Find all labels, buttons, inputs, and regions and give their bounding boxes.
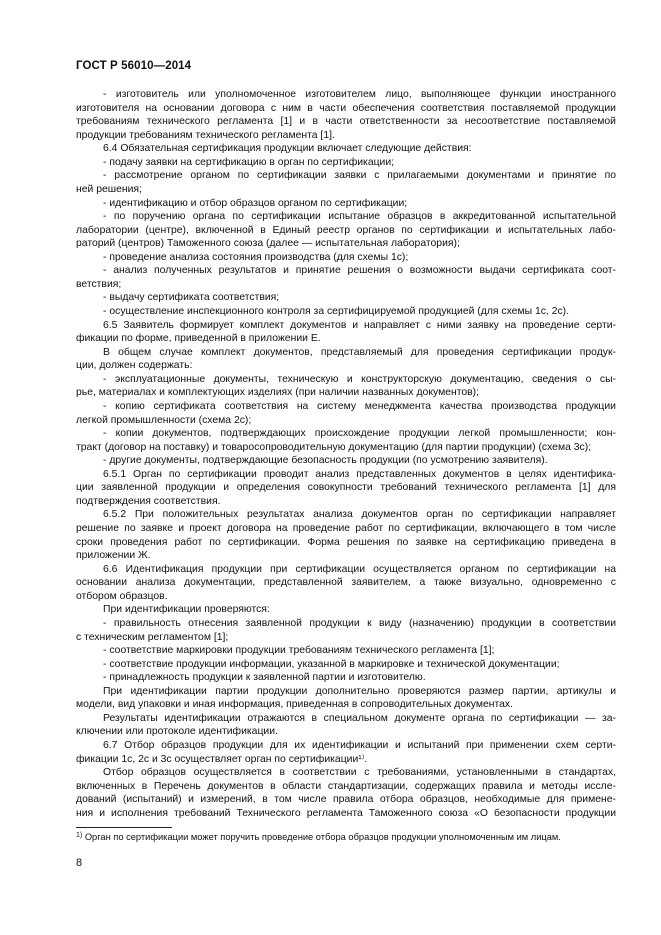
text-line: - выдачу сертификата соответствия; xyxy=(103,292,280,304)
text-line: ния и исполнения требований Технического регламента Таможенного союза «О безопасности продукции xyxy=(76,807,616,819)
text-line: тракт (договор на поставку) и товаросопроводительную документацию (для партии продукции) (схема 3с); xyxy=(76,441,592,453)
text-line: - соответствие продукции информации, указанной в маркировке и технической документации; xyxy=(103,658,560,670)
footnote-text: Орган по сертификации может поручить проведение отбора образцов продукции уполномоченным им лицам. xyxy=(84,832,561,842)
text-line: продукции требованиям технического регламента [1]. xyxy=(76,129,335,141)
text-line: - осуществление инспекционного контроля за сертифицируемой продукцией (для схемы 1с, 2с). xyxy=(103,306,570,317)
text-line: 6.6 Идентификация продукции при сертификации осуществляется органом по сертификации на xyxy=(103,563,616,575)
text-line: раторий (центров) Таможенного союза (далее — испытательная лаборатория); xyxy=(76,238,460,250)
text-line: рье, материалах и комплектующих изделиях (при наличии названных документов); xyxy=(76,387,480,399)
text-line: легкой промышленности (схема 2с); xyxy=(76,414,252,426)
text-line: При идентификации партии продукции дополнительно проверяются размер партии, артикулы и xyxy=(103,685,616,697)
text-line: с техническим регламентом [1]; xyxy=(76,631,229,643)
text-line: При идентификации проверяются: xyxy=(103,604,270,616)
document-body xyxy=(76,88,616,820)
text-line: - принадлежность продукции к заявленной партии и изготовителю. xyxy=(103,672,426,684)
text-line: 6.5 Заявитель формирует комплект документов и направляет с ними заявку на проведение серти- xyxy=(103,319,616,331)
text-line: ней решения; xyxy=(76,183,142,195)
text-line: основании анализа документации, представленной заявителем, а также визуально, одновременно с xyxy=(76,577,616,589)
text-line: отбором образцов. xyxy=(76,590,168,602)
text-line: - эксплуатационные документы, техническую и конструкторскую документацию, сведения о сы- xyxy=(103,373,616,385)
text-line: лаборатории (центре), включенной в Единый реестр органов по сертификации и испытательных лабо- xyxy=(76,224,616,236)
text-line: - анализ полученных результатов и принятие решения о возможности выдачи сертификата соот- xyxy=(103,265,616,277)
text-line: модели, вид упаковки и иная информация, приведенная в сопроводительных документах. xyxy=(76,699,514,711)
text-line: 6.5.1 Орган по сертификации проводит анализ представленных документов в целях идентифика- xyxy=(103,468,616,480)
footnote-divider xyxy=(76,827,172,828)
text-line: В общем случае комплект документов, представляемый для проведения сертификации продук- xyxy=(103,346,616,358)
text-line: ключении или протоколе идентификации. xyxy=(76,726,278,738)
text-line: Результаты идентификации отражаются в специальном документе органа по сертификации — за- xyxy=(103,712,616,724)
text-line: - соответствие маркировки продукции требованиям технического регламента [1]; xyxy=(103,645,495,657)
page-number: 8 xyxy=(76,857,83,869)
text-line: - идентификацию и отбор образцов органом по сертификации; xyxy=(103,197,408,209)
text-line: приложении Ж. xyxy=(76,550,151,562)
text-line: сроки проведения работ по сертификации. Форма решения по заявке на сертификацию приведена в xyxy=(76,536,616,548)
text-line: - рассмотрение органом по сертификации заявки с прилагаемыми документами и принятие по xyxy=(103,170,616,182)
text-line: фикации по форме, приведенной в приложении Е. xyxy=(76,333,321,345)
footnote xyxy=(76,831,616,843)
text-line: Отбор образцов осуществляется в соответствии с требованиями, установленными в стандартах, xyxy=(103,767,616,779)
text-line: - по поручению органа по сертификации испытание образцов в аккредитованной испытательной xyxy=(103,211,616,223)
text-line: 6.5.2 При положительных результатах анализа документов орган по сертификации направляет xyxy=(103,509,616,521)
text-line: включенных в Перечень документов в области стандартизации, содержащих правила и методы иссле- xyxy=(76,780,616,792)
text-line: дований (испытаний) и измерений, в том числе правила отбора образцов, необходимые для примене- xyxy=(76,794,616,806)
text-line: подтверждения соответствия. xyxy=(76,495,221,507)
text-line: 6.4 Обязательная сертификация продукции включает следующие действия: xyxy=(103,143,472,155)
text-line: ции заявленной продукции и определения совокупности требований технического регламента [1] для xyxy=(76,482,616,494)
text-line: ветствия; xyxy=(76,278,122,290)
text-line: 6.7 Отбор образцов продукции для их идентификации и испытаний при применении схем серти- xyxy=(103,740,616,751)
text-line: фикации 1с, 2с и 3с осуществляет орган по сертификации¹⁾. xyxy=(76,753,368,765)
text-line: - другие документы, подтверждающие безопасность продукции (по усмотрению заявителя). xyxy=(103,455,548,467)
text-line: - копию сертификата соответствия на систему менеджмента качества производства продукции xyxy=(103,400,616,412)
text-line: изготовителя на основании договора с ним в части обеспечения соответствия поставляемой продукции xyxy=(76,102,616,114)
document-header: ГОСТ Р 56010—2014 xyxy=(76,60,192,72)
text-line: - правильность отнесения заявленной продукции к виду (назначению) продукции в соответствии xyxy=(103,617,616,629)
text-line: решение по заявке и проект договора на проведение работ по сертификации, включающего в том числе xyxy=(76,523,616,534)
text-line: - подачу заявки на сертификацию в орган по сертификации; xyxy=(103,156,395,168)
text-line: - копии документов, подтверждающих происхождение продукции легкой промышленности; кон- xyxy=(103,428,616,440)
footnote-mark: 1) xyxy=(76,832,83,839)
text-line: - проведение анализа состояния производства (для схемы 1с); xyxy=(103,251,409,263)
text-line: требованиям технического регламента [1] и в части ответственности за несоответствие поставляемой xyxy=(76,116,616,128)
text-line: ции, должен содержать: xyxy=(76,360,193,372)
text-line: - изготовитель или уполномоченное изготовителем лицо, выполняющее функции иностранного xyxy=(103,89,616,100)
